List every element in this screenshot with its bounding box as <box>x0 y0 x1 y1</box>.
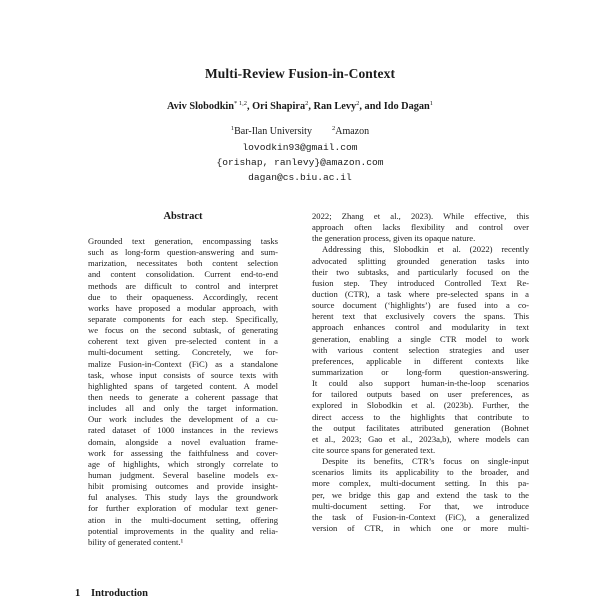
text-line: ation in the multi-document setting, offering <box>88 514 278 525</box>
text-line: highlighted spans of targeted content. A model <box>88 380 278 391</box>
text-line: hibit promising outcomes and provide insight- <box>88 481 278 492</box>
text-line: Despite its benefits, CTR’s focus on single-input <box>322 456 529 467</box>
text-line: separate components for each step. Specifically, <box>88 313 278 324</box>
author-separator: , and <box>359 101 384 112</box>
text-line: 2022; Zhang et al., 2023). While effective, this <box>312 211 529 221</box>
text-line: age of highlights, which strongly correlate to <box>88 458 278 469</box>
text-line: source document (‘highlights’) are fused into a co- <box>312 300 529 311</box>
text-line: more complex, multi-document setting. In this pa- <box>312 478 529 489</box>
right-column-body <box>312 211 529 534</box>
text-line: marization, necessitates both content selection <box>88 258 278 269</box>
text-line: ful analyses. This study lays the groundwork <box>88 492 278 503</box>
text-line: work for assessing the faithfulness and cover- <box>88 447 278 458</box>
abstract-heading: Abstract <box>163 211 203 222</box>
email-address: dagan@cs.biu.ac.il <box>248 172 352 183</box>
text-line: domain, alongside a novel evaluation frame- <box>88 436 278 447</box>
text-line: we focus on the second subtask, of generating <box>88 325 278 336</box>
text-line: duction (CTR), a task where pre-selected spans in a <box>312 288 529 299</box>
text-line: human judgment. Several baseline models ex- <box>88 469 278 480</box>
text-line: fusion step. They introduced Controlled Text Re- <box>312 277 529 288</box>
text-line: coherent text given pre-selected content in a <box>88 336 278 347</box>
author-name: Aviv Slobodkin <box>166 101 235 112</box>
text-line: due to their opaqueness. Accordingly, recent <box>88 291 278 302</box>
author-separator: , <box>308 101 314 112</box>
section-number: 1 <box>75 588 81 599</box>
text-line: potential improvements in the quality and relia- <box>88 525 278 536</box>
author-name: Ido Dagan <box>383 101 430 112</box>
text-line: task, whose input consists of source texts with <box>88 369 278 380</box>
text-line: Addressing this, Slobodkin et al. (2022) recently <box>322 244 529 255</box>
text-line: version of CTR, in which one or more multi- <box>312 522 529 533</box>
text-line: and content consolidation. Current end-to-end <box>88 269 278 280</box>
author-affiliation-mark: 2 <box>356 100 360 107</box>
author-affiliation-mark: 1 <box>429 100 434 107</box>
paper-title: Multi-Review Fusion-in-Context <box>204 66 396 81</box>
text-line: approach enhances control and modularity in text <box>312 322 529 333</box>
author-name: Ori Shapira <box>252 101 306 112</box>
text-line: for tailored outputs based on user preferences, as <box>312 389 529 400</box>
abstract-body <box>88 236 278 548</box>
text-line: bility of generated content.¹ <box>88 536 184 547</box>
section-heading <box>75 588 148 599</box>
text-line: cite source spans for generated text. <box>312 444 436 455</box>
text-line: their two subtasks, and particularly focused on the <box>312 266 529 277</box>
text-line: preferences, applicable in different contexts like <box>312 355 529 366</box>
author-affiliation-mark: 2 <box>305 100 309 107</box>
text-line: then needs to generate a coherent passage that <box>88 391 278 402</box>
text-line: the task of Fusion-in-Context (FiC), a generalized <box>312 511 529 522</box>
text-line: summarization or long-form question-answering. <box>312 366 529 377</box>
text-line: et al., 2023; Gao et al., 2023a,b), where models can <box>312 433 529 444</box>
email-address: lovodkin93@gmail.com <box>242 142 358 153</box>
text-line: scenarios limits its applicability to the broader, and <box>312 467 529 478</box>
text-line: includes all and only the target information. <box>88 403 278 414</box>
text-line: methods are difficult to control and interpret <box>88 280 278 291</box>
text-line: Our work includes the development of a cu- <box>88 414 278 425</box>
text-line: the output facilitates attributed generation (Bohnet <box>312 422 529 433</box>
text-line: such as long-form question-answering and sum- <box>88 247 278 258</box>
author-list <box>0 100 600 112</box>
affiliation-name: Amazon <box>335 126 370 137</box>
text-line: advocated splitting grounded generation tasks into <box>312 255 529 266</box>
text-line: direct access to the highlights that contribute to <box>312 411 529 422</box>
affiliation-number: 2 <box>331 125 336 132</box>
text-line: rated dataset of 1000 instances in the reviews <box>88 425 278 436</box>
text-line: the generation process, given its opaque nature. <box>312 233 476 244</box>
text-line: herent text that exclusively covers the spans. This <box>312 311 529 322</box>
text-line: explored in Slobodkin et al. (2023b). Further, the <box>312 400 529 411</box>
text-line: per, we bridge this gap and extend the task to the <box>312 489 529 500</box>
text-line: generation, enabling a single CTR model to work <box>312 333 529 344</box>
affiliations <box>0 125 600 137</box>
text-line: Grounded text generation, encompassing tasks <box>88 236 278 246</box>
affiliation-name: Bar-Ilan University <box>234 126 312 137</box>
text-line: approach often lacks flexibility and control over <box>312 222 529 233</box>
text-line: multi-document setting. Concretely, we for- <box>88 347 278 358</box>
affiliation-number: 1 <box>230 125 235 132</box>
text-line: malize Fusion-in-Context (FiC) as a standalone <box>88 358 278 369</box>
section-title: Introduction <box>91 588 148 599</box>
text-line: It could also support human-in-the-loop scenarios <box>312 378 529 389</box>
text-line: works have proposed a modular approach, with <box>88 302 278 313</box>
text-line: multi-document setting. For that, we introduce <box>312 500 529 511</box>
author-affiliation-mark: * 1,2 <box>234 100 248 107</box>
text-line: for further exploration of modular text gener- <box>88 503 278 514</box>
email-address: {orishap, ranlevy}@amazon.com <box>216 157 384 168</box>
author-name: Ran Levy <box>313 101 357 112</box>
author-separator: , <box>247 101 253 112</box>
text-line: with various content selection strategies and user <box>312 344 529 355</box>
